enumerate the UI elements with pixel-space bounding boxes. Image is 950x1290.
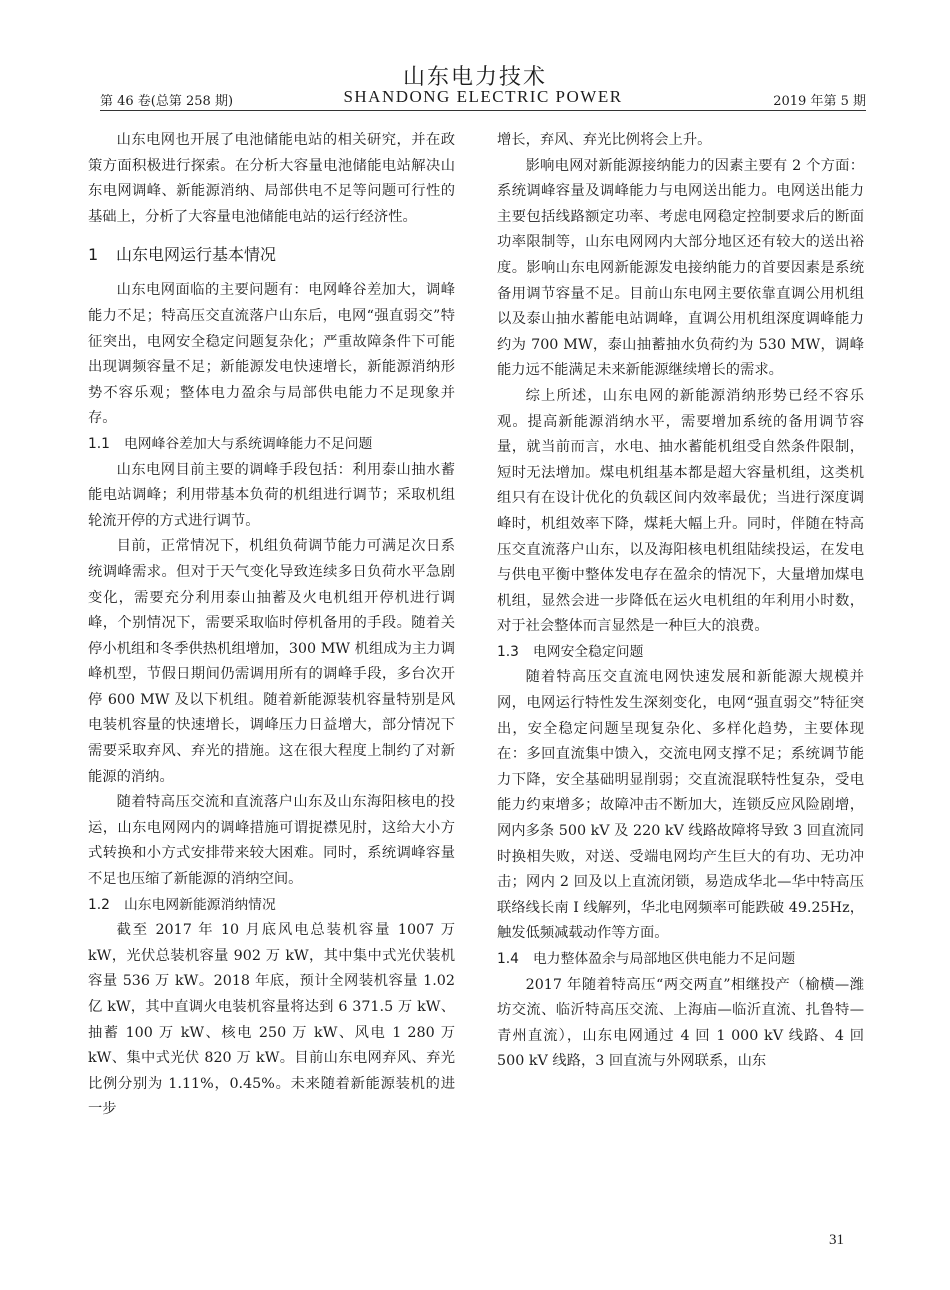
left-column [88, 128, 455, 1123]
section-heading-1 [88, 240, 455, 270]
journal-english-title: SHANDONG ELECTRIC POWER [343, 87, 623, 106]
section-title: 山东电网运行基本情况 [116, 245, 277, 265]
intro-paragraph: 山东电网也开展了电池储能电站的相关研究，并在政策方面积极进行探索。在分析大容量电池储能电站解决山东电网调峰、新能源消纳、局部供电不足等问题可行性的基础上，分析了大容量电池储能电站的运行经济性。 [88, 132, 455, 225]
issue-label: 2019 年第 5 期 [773, 94, 866, 109]
paragraph: 影响电网对新能源接纳能力的因素主要有 2 个方面：系统调峰容量及调峰能力与电网送出能力。电网送出能力主要包括线路额定功率、考虑电网稳定控制要求后的断面功率限制等，山东电网网内大部分地区还有较大的送出裕度。影响山东电网新能源发电接纳能力的首要因素是系统备用调节容量不足。目前山东电网主要依靠直调公用机组以及泰山抽水蓄能电站调峰，直调公用机组深度调峰能力约为 700 MW，泰山抽蓄抽水负荷约为 530 MW，调峰能力远不能满足未来新能源继续增长的需求。 [497, 157, 864, 379]
subsection-number: 1.2 [88, 896, 110, 913]
subsection-number: 1.1 [88, 435, 110, 452]
paragraph: 2017 年随着特高压“两交两直”相继投产（榆横—潍坊交流、临沂特高压交流、上海庙—临沂直流、扎鲁特—青州直流），山东电网通过 4 回 1 000 kV 线路、4 回 500 kV 线路，3 回直流与外网联系，山东 [497, 976, 864, 1070]
right-column [497, 128, 864, 1075]
paragraph: 目前，正常情况下，机组负荷调节能力可满足次日系统调峰需求。但对于天气变化导致连续多日负荷水平急剧变化，需要充分利用泰山抽蓄及火电机组开停机进行调峰，个别情况下，需要采取临时停机备用的手段。随着关停小机组和冬季供热机组增加，300 MW 机组成为主力调峰机型，节假日期间仍需调用所有的调峰手段，多台次开停 600 MW 及以下机组。随着新能源装机容量特别是风电装机容量的快速增长，调峰压力日益增大，部分情况下需要采取弃风、弃光的措施。这在很大程度上制约了对新能源的消纳。 [88, 538, 455, 785]
subsection-number: 1.4 [497, 951, 519, 967]
subsection-title: 电力整体盈余与局部地区供电能力不足问题 [533, 951, 796, 967]
journal-title: 山东电力技术 [402, 65, 547, 90]
subsection-number: 1.3 [497, 643, 519, 660]
section-1-paragraph: 山东电网面临的主要问题有：电网峰谷差加大，调峰能力不足；特高压交直流落户山东后，电网“强直弱交”特征突出，电网安全稳定问题复杂化；严重故障条件下可能出现调频容量不足；新能源发电快速增长，新能源消纳形势不容乐观；整体电力盈余与局部供电能力不足现象并存。 [88, 282, 455, 427]
running-header [100, 88, 866, 108]
paragraph: 随着特高压交直流电网快速发展和新能源大规模并网，电网运行特性发生深刻变化，电网“强直弱交”特征突出，安全稳定问题呈现复杂化、多样化趋势，主要体现在：多回直流集中馈入，交流电网支撑不足；系统调节能力下降，安全基础明显削弱；交直流混联特性复杂，受电能力约束增多；故障冲击不断加大，连锁反应风险剧增，网内多条 500 kV 及 220 kV 线路故障将导致 3 回直流同时换相失败，对送、受端电网均产生巨大的有功、无功冲击；网内 2 回及以上直流闭锁，易造成华北—华中特高压联络线长南 I 线解列，华北电网频率可能跌破 49.25Hz，触发低频减载动作等方面。 [497, 669, 864, 942]
paragraph: 截至 2017 年 10 月底风电总装机容量 1007 万 kW，光伏总装机容量 902 万 kW，其中集中式光伏装机容量 536 万 kW。2018 年底，预计全网装机容量 1.02 亿 kW，其中直调火电装机容量将达到 6 371.5 万 kW、抽蓄 100 万 kW、核电 250 万 kW、风电 1 280 万 kW、集中式光伏 820 万 kW。目前山东电网弃风、弃光比例分别为 1.11%，0.45%。未来随着新能源装机的进一步 [88, 922, 455, 1118]
continued-paragraph: 增长，弃风、弃光比例将会上升。 [497, 132, 712, 148]
subsection-heading-1-3 [497, 640, 864, 666]
subsection-heading-1-2 [88, 893, 455, 919]
paragraph: 综上所述，山东电网的新能源消纳形势已经不容乐观。提高新能源消纳水平，需要增加系统的备用调节容量，就当前而言，水电、抽水蓄能机组受自然条件限制，短时无法增加。煤电机组基本都是超大容量机组，这类机组只有在设计优化的负载区间内效率最优；当进行深度调峰时，机组效率下降，煤耗大幅上升。同时，伴随在特高压交直流落户山东，以及海阳核电机组陆续投运，在发电与供电平衡中整体发电存在盈余的情况下，大量增加煤电机组，显然会进一步降低在运火电机组的年利用小时数，对于社会整体而言显然是一种巨大的浪费。 [497, 387, 864, 635]
paragraph: 山东电网目前主要的调峰手段包括：利用泰山抽水蓄能电站调峰；利用带基本负荷的机组进行调节；采取机组轮流开停的方式进行调节。 [88, 461, 455, 529]
subsection-title: 电网峰谷差加大与系统调峰能力不足问题 [124, 435, 373, 452]
header-divider [100, 110, 866, 111]
paragraph: 随着特高压交流和直流落户山东及山东海阳核电的投运，山东电网网内的调峰措施可谓捉襟见肘，这给大小方式转换和小方式安排带来较大困难。同时，系统调峰容量不足也压缩了新能源的消纳空间。 [88, 794, 455, 888]
subsection-title: 电网安全稳定问题 [533, 643, 644, 660]
section-number: 1 [88, 245, 99, 265]
page-number: 31 [829, 1232, 844, 1248]
subsection-heading-1-4 [497, 947, 864, 973]
subsection-title: 山东电网新能源消纳情况 [124, 896, 276, 913]
volume-label: 第 46 卷(总第 258 期) [100, 94, 234, 109]
subsection-heading-1-1 [88, 432, 455, 458]
